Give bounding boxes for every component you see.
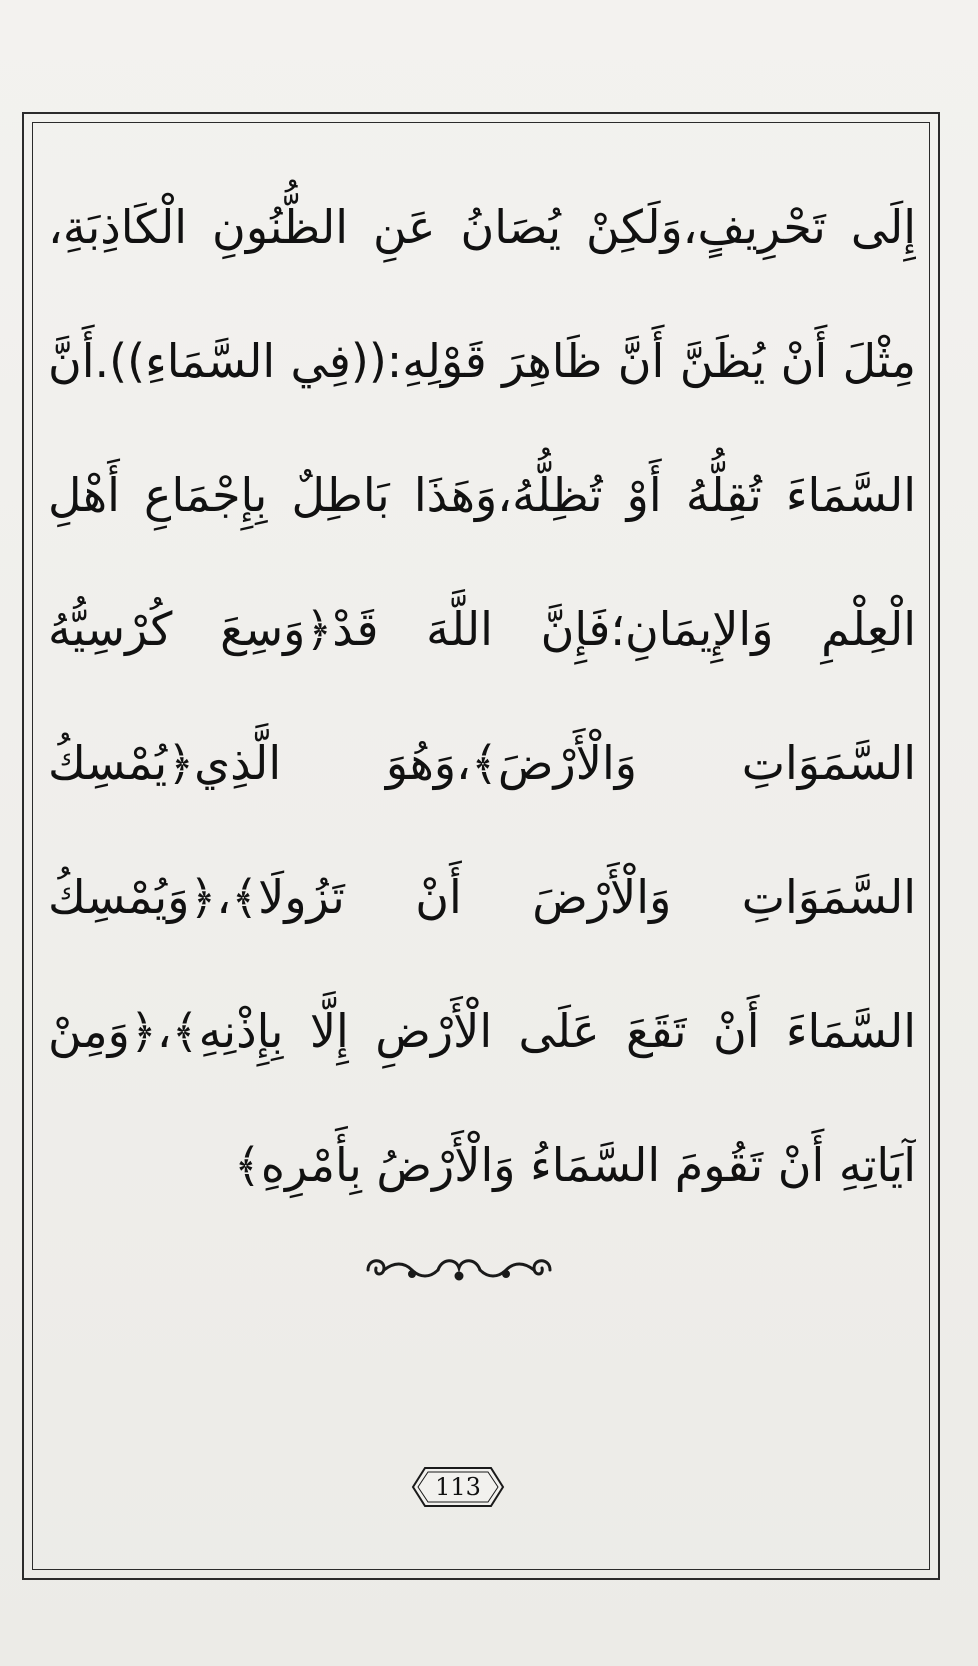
- text-line-7: السَّمَاءَ أَنْ تَقَعَ عَلَى الْأَرْضِ إِلَّا بِإِذْنِهِ﴾،﴿وَمِنْ: [48, 1004, 916, 1058]
- text-line-8: آيَاتِهِ أَنْ تَقُومَ السَّمَاءُ وَالْأَرْضُ بِأَمْرِهِ﴾: [233, 1138, 916, 1192]
- page-number: 113: [435, 1473, 481, 1501]
- decorative-divider-icon: [360, 1248, 558, 1288]
- text-line-5: السَّمَوَاتِ وَالْأَرْضَ﴾،وَهُوَ الَّذِي﴿يُمْسِكُ: [48, 736, 916, 790]
- text-line-3: السَّمَاءَ تُقِلُّهُ أَوْ تُظِلُّهُ،وَهَذَا بَاطِلٌ بِإِجْمَاعِ أَهْلِ: [48, 468, 916, 522]
- arabic-text-body: [48, 160, 916, 1232]
- text-line-1: إِلَى تَحْرِيفٍ،وَلَكِنْ يُصَانُ عَنِ الظُّنُونِ الْكَاذِبَةِ،: [48, 200, 916, 254]
- text-line-2: مِثْلَ أَنْ يُظَنَّ أَنَّ ظَاهِرَ قَوْلِهِ:((فِي السَّمَاءِ)).أَنَّ: [48, 334, 916, 388]
- text-line-4: الْعِلْمِ وَالإِيمَانِ؛فَإِنَّ اللَّهَ قَدْ﴿وَسِعَ كُرْسِيُّهُ: [48, 602, 916, 656]
- text-line-6: السَّمَوَاتِ وَالْأَرْضَ أَنْ تَزُولَا﴾،﴿وَيُمْسِكُ: [48, 870, 916, 924]
